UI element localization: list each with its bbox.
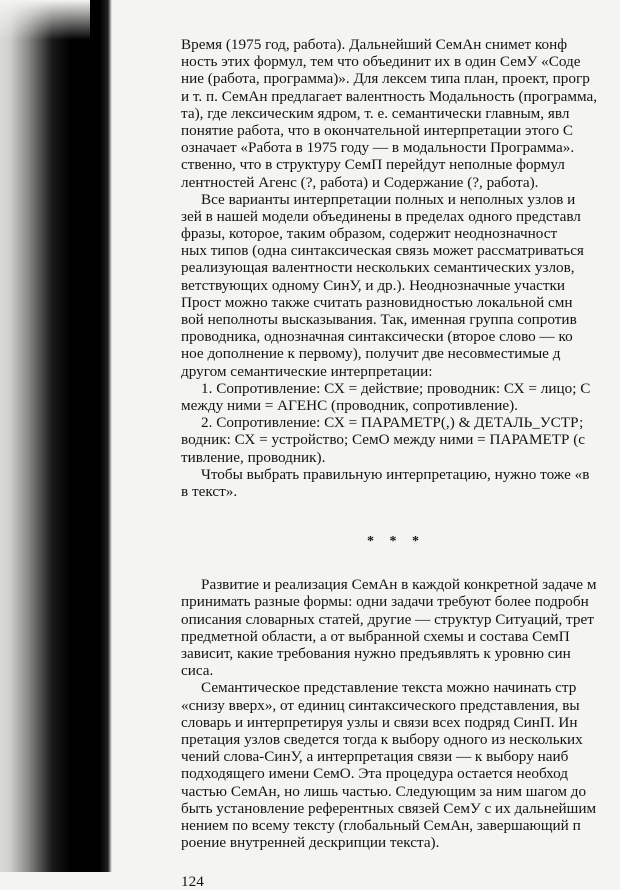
paragraph	[181, 36, 620, 191]
text-line: сиса.	[181, 662, 214, 680]
page-number: 124	[181, 873, 204, 890]
text-line: принимать разные формы: одни задачи требуют более подробн	[181, 593, 589, 611]
text-line: ное дополнение к первому), получит две несовместимые д	[181, 345, 561, 363]
text-line: претация узлов сведется тогда к выбору одного из нескольких	[181, 730, 583, 748]
text-line: 1. Сопротивление: СХ = действие; проводник: СХ = лицо; С	[201, 379, 591, 397]
text-line: Развитие и реализация СемАн в каждой конкретной задаче м	[201, 576, 597, 594]
text-line: реализующая валентности нескольких семантических узлов,	[181, 259, 575, 277]
text-line: фразы, которое, таким образом, содержит неоднозначност	[181, 225, 558, 243]
text-line: Прост можно также считать разновидностью локальной смн	[181, 293, 573, 311]
document-page	[181, 36, 620, 890]
text-line: Время (1975 год, работа). Дальнейший СемАн снимет конф	[181, 36, 568, 53]
text-line: словарь и интерпретируя узлы и связи всех подряд СинП. Ин	[181, 713, 578, 731]
text-line: частью СемАн, но лишь частью. Следующим за ним шагом до	[181, 782, 587, 800]
text-line: между ними = АГЕНС (проводник, сопротивление).	[181, 396, 518, 414]
text-line: Семантическое представление текста можно начинать стр	[201, 679, 577, 697]
text-line: быть установление референтных связей СемУ с их дальнейшим	[181, 799, 597, 817]
text-line: водник: СХ = устройство; СемО между ними = ПАРАМЕТР (с	[181, 431, 586, 449]
text-line: роение внутренней дескрипции текста).	[181, 834, 440, 852]
text-line: «снизу вверх», от единиц синтаксического представления, вы	[181, 696, 580, 714]
text-line: нением по всему тексту (глобальный СемАн, завершающий п	[181, 816, 581, 834]
numbered-item	[181, 380, 620, 414]
text-line: проводника, однозначная синтаксически (второе слово — ко	[181, 328, 573, 346]
text-line: чений слова-СинУ, а интерпретация связи — к выбору наиб	[181, 748, 569, 766]
text-line: ность этих формул, тем что объединит их в один СемУ «Соде	[181, 53, 581, 71]
text-line: зависит, какие требования нужно предъявлять к уровню син	[181, 645, 571, 662]
text-line: зей в нашей модели объединены в пределах одного представл	[181, 207, 581, 225]
paragraph	[181, 466, 620, 500]
text-line: означает «Работа в 1975 году — в модальности Программа».	[181, 139, 575, 157]
paragraph	[181, 576, 620, 679]
text-line: предметной области, а от выбранной схемы и состава СемП	[181, 627, 570, 645]
text-line: ветствующих одному СинУ, и др.). Неоднозначные участки	[181, 276, 566, 294]
text-line: Чтобы выбрать правильную интерпретацию, нужно тоже «в	[201, 465, 590, 483]
text-line: ние (работа, программа)». Для лексем типа план, проект, прогр	[181, 70, 590, 88]
text-line: лентностей Агенс (?, работа) и Содержание (?, работа).	[181, 173, 539, 191]
text-line: другом семантические интерпретации:	[181, 362, 433, 380]
paragraph	[181, 679, 620, 851]
paragraph	[181, 191, 620, 380]
text-line: ных типов (одна синтаксическая связь может рассматриваться	[181, 242, 584, 260]
text-line: 2. Сопротивление: СХ = ПАРАМЕТР(,) & ДЕТАЛЬ_УСТР;	[201, 414, 584, 432]
text-line: Все варианты интерпретации полных и неполных узлов и	[201, 190, 576, 208]
book-binding-shadow	[0, 0, 112, 872]
text-line: вой неполноты высказывания. Так, именная группа сопротив	[181, 311, 577, 328]
section-separator: * * *	[367, 534, 425, 550]
text-line: описания словарных статей, другие — структур Ситуаций, трет	[181, 610, 594, 628]
numbered-item	[181, 414, 620, 466]
text-line: понятие работа, что в окончательной интерпретации этого С	[181, 121, 573, 139]
text-line: и т. п. СемАн предлагает валентность Модальность (программа,	[181, 87, 598, 105]
page-corner	[0, 0, 90, 40]
text-line: та), где лексическим ядром, т. е. семантически главным, явл	[181, 104, 570, 122]
text-line: в текст».	[181, 482, 238, 500]
text-line: ственно, что в структуру СемП перейдут неполные формул	[181, 156, 565, 174]
text-line: тивление, проводник).	[181, 448, 326, 466]
text-line: подходящего имени СемО. Эта процедура остается необход	[181, 765, 569, 783]
